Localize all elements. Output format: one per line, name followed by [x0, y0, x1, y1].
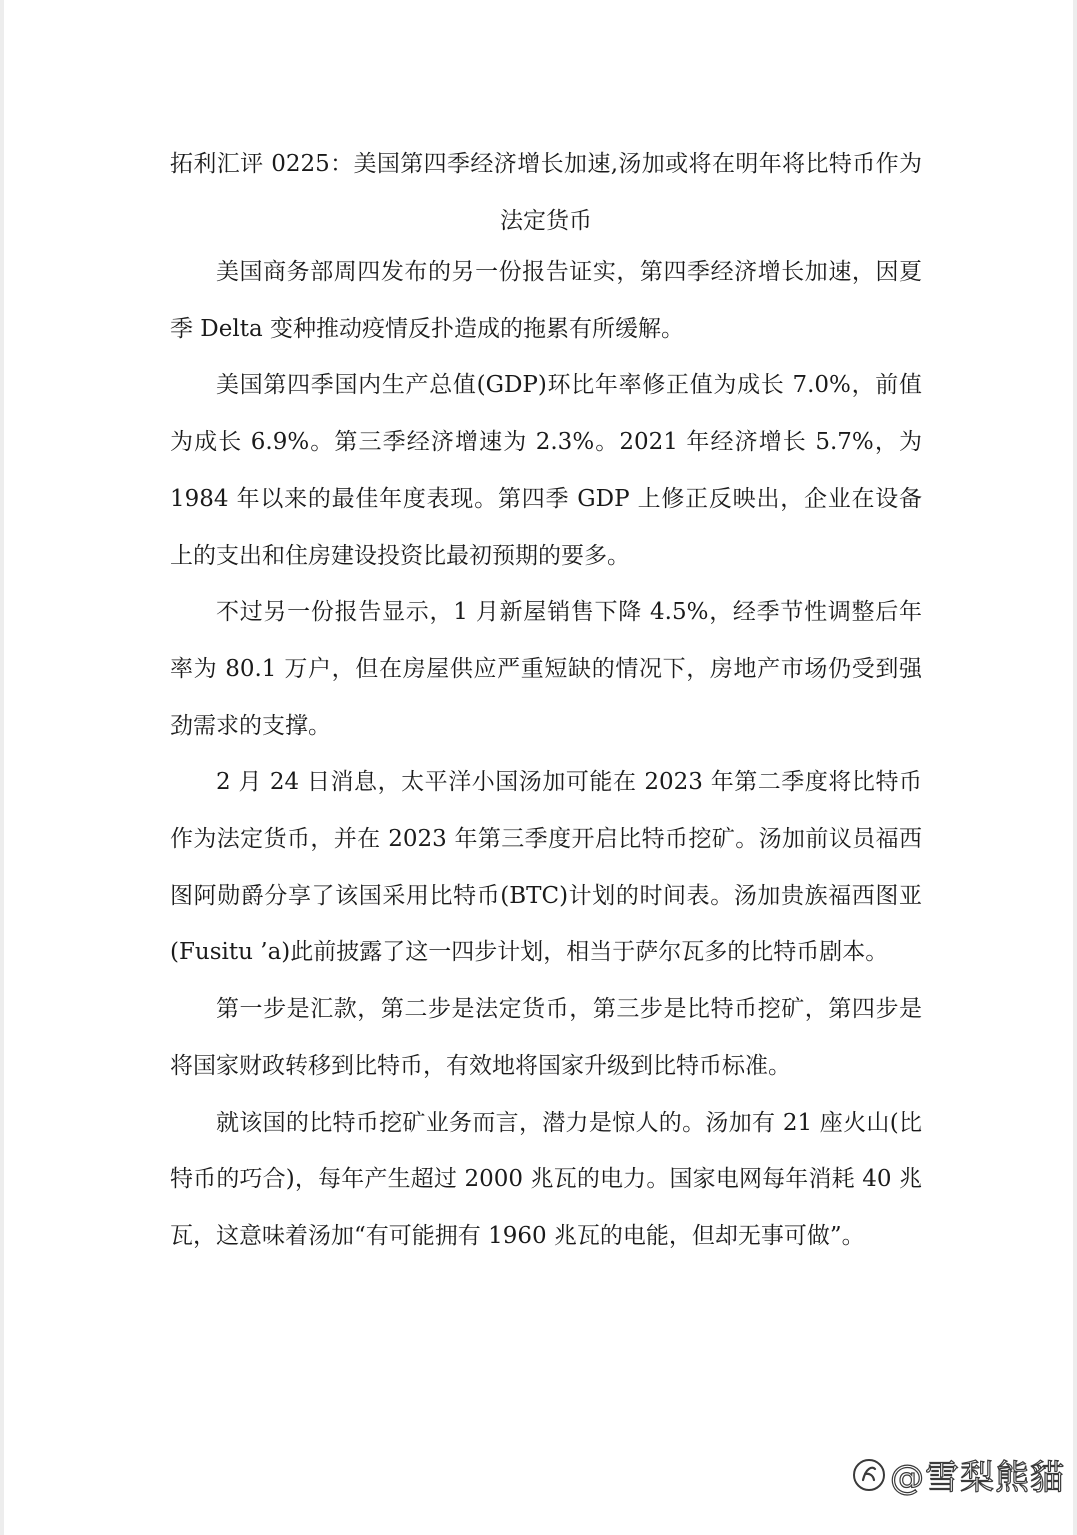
paragraph-2: 美国第四季国内生产总值(GDP)环比年率修正值为成长 7.0%，前值为成长 6.9%。第三季经济增速为 2.3%。2021 年经济增长 5.7%，为 1984 年以来的最佳年度表现。第四季 GDP 上修正反映出，企业在设备上的支出和住房建设投资比最初预期的要多。: [170, 372, 922, 569]
paragraph-5: 第一步是汇款，第二步是法定货币，第三步是比特币挖矿，第四步是将国家财政转移到比特币，有效地将国家升级到比特币标准。: [170, 996, 922, 1079]
document-body: [170, 244, 922, 1265]
xueqiu-logo-icon: [852, 1458, 886, 1492]
watermark-text: @雪梨熊貓: [890, 1458, 1065, 1498]
document-title: 拓利汇评 0225：美国第四季经济增长加速,汤加或将在明年将比特币作为法定货币: [170, 151, 922, 234]
paragraph-1: 美国商务部周四发布的另一份报告证实，第四季经济增长加速，因夏季 Delta 变种推动疫情反扑造成的拖累有所缓解。: [170, 259, 922, 342]
watermark: [852, 1450, 1065, 1499]
paragraph-6: 就该国的比特币挖矿业务而言，潜力是惊人的。汤加有 21 座火山(比特币的巧合)，每年产生超过 2000 兆瓦的电力。国家电网每年消耗 40 兆瓦，这意味着汤加“有可能拥有 1960 兆瓦的电能，但却无事可做”。: [170, 1109, 922, 1249]
paragraph-3: 不过另一份报告显示，1 月新屋销售下降 4.5%，经季节性调整后年率为 80.1 万户，但在房屋供应严重短缺的情况下，房地产市场仍受到强劲需求的支撑。: [170, 599, 922, 739]
paragraph-4: 2 月 24 日消息，太平洋小国汤加可能在 2023 年第二季度将比特币作为法定货币，并在 2023 年第三季度开启比特币挖矿。汤加前议员福西图阿勋爵分享了该国采用比特币(BTC)计划的时间表。汤加贵族福西图亚(Fusitu ’a)此前披露了这一四步计划，相当于萨尔瓦多的比特币剧本。: [170, 769, 922, 966]
